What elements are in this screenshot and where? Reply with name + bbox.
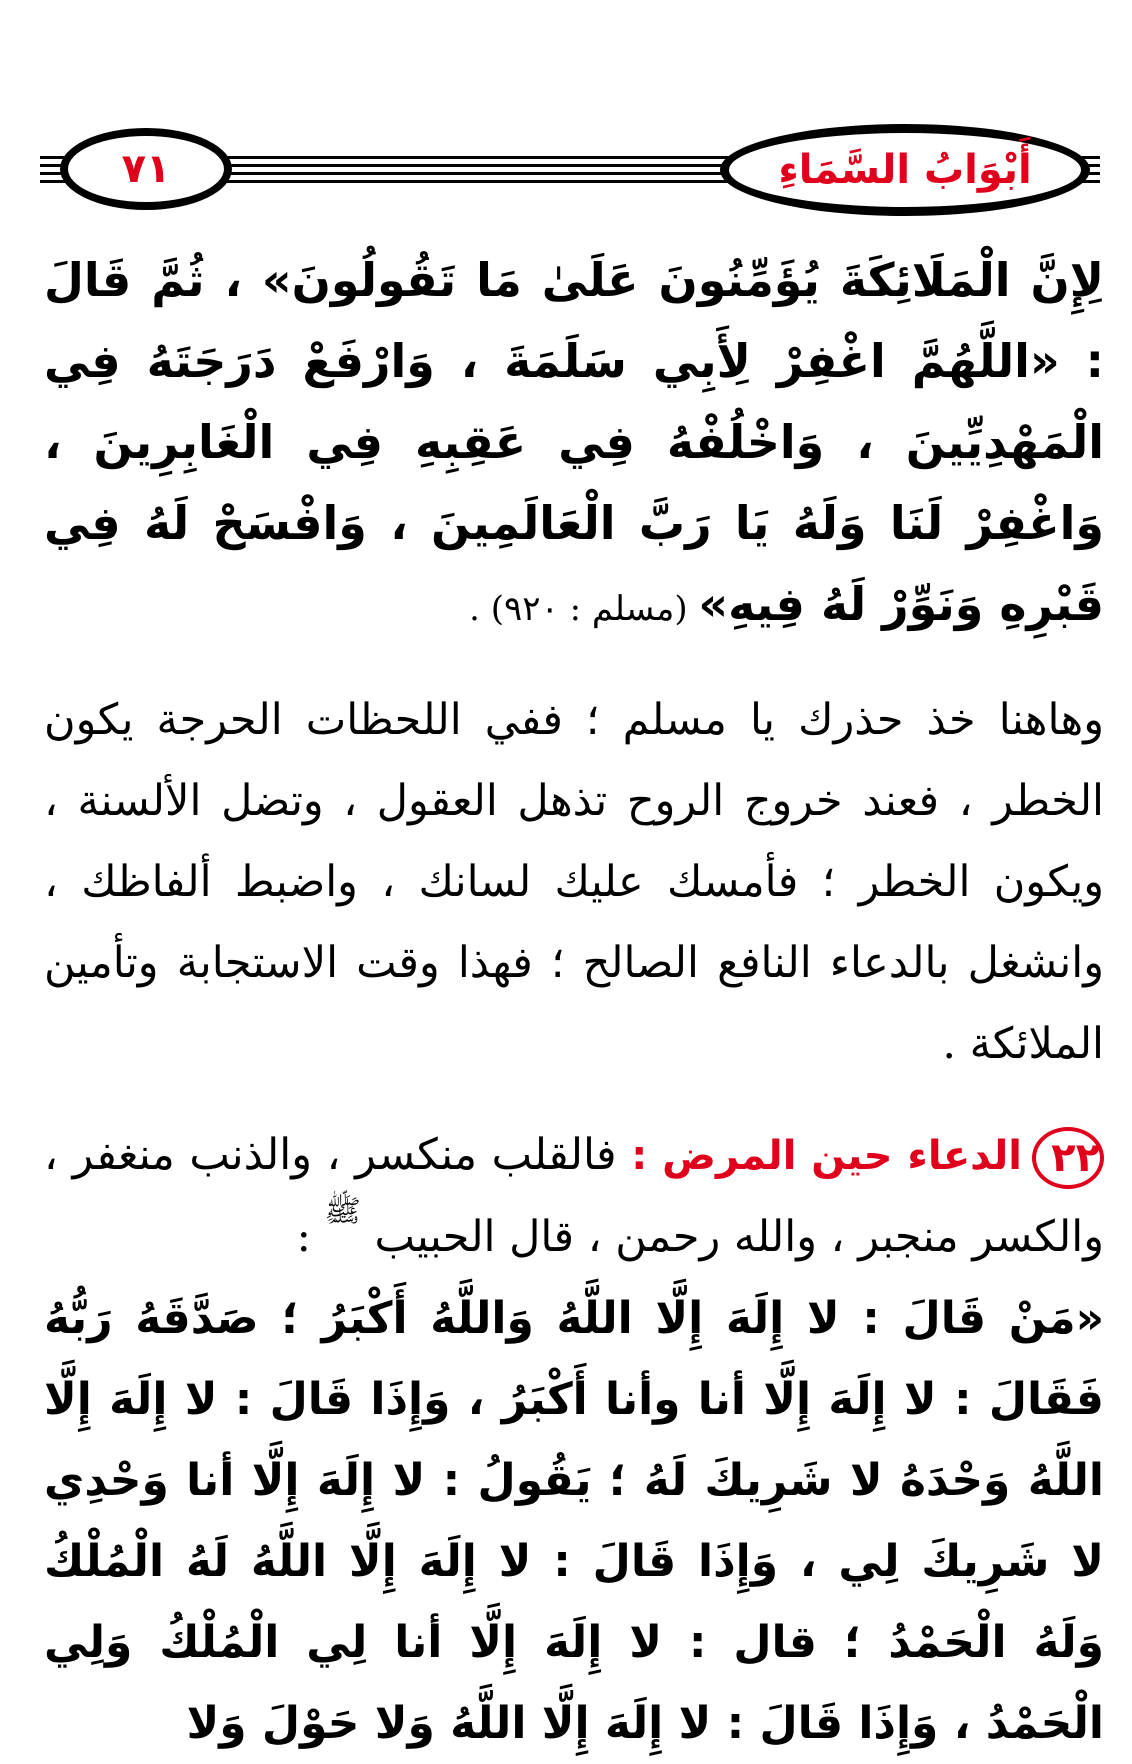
section-number: ٢٢ <box>1032 1127 1104 1189</box>
book-title: أَبْوَابُ السَّمَاءِ <box>778 147 1032 193</box>
hadith-paragraph <box>44 240 1104 650</box>
section-paragraph <box>44 1115 1104 1278</box>
section-title: الدعاء حين المرض : <box>631 1133 1022 1179</box>
page-number-badge <box>60 128 232 210</box>
section-intro-end: : <box>296 1212 325 1262</box>
hadith-text-2: «مَنْ قَالَ : لا إِلَهَ إِلَّا اللَّهُ وَاللَّهُ أَكْبَرُ ؛ صَدَّقَهُ رَبُّهُ فَقَالَ : لا إِلَهَ إِلَّا أنا وأنا أَكْبَرُ ، وَإِذَا قَالَ : لا إِلَهَ إِلَّا اللَّهُ وَحْدَهُ لا شَرِيكَ لَهُ ؛ يَقُولُ : لا إِلَهَ إِلَّا أنا وَحْدِي لا شَرِيكَ لِي ، وَإِذَا قَالَ : لا إِلَهَ إِلَّا اللَّهُ لَهُ الْمُلْكُ وَلَهُ الْحَمْدُ ؛ قال : لا إِلَهَ إِلَّا أنا لِي الْمُلْكُ وَلِي الْحَمْدُ ، وَإِذَا قَالَ : لا إِلَهَ إِلَّا اللَّهُ وَلا حَوْلَ وَلا <box>44 1293 1104 1749</box>
section-intro-text: فالقلب منكسر ، والذنب منغفر ، والكسر منجبر ، والله رحمن ، قال الحبيب <box>44 1130 1104 1262</box>
hadith-paragraph-2 <box>44 1278 1104 1764</box>
hadith-reference: (مسلم : ٩٢٠) . <box>469 589 699 629</box>
page-number: ٧١ <box>121 146 171 192</box>
page-content <box>44 240 1104 1764</box>
book-title-badge <box>720 124 1090 216</box>
page-header <box>0 120 1132 220</box>
commentary-paragraph <box>44 680 1104 1085</box>
hadith-text: لِإِنَّ الْمَلَائِكَةَ يُؤَمِّنُونَ عَلَىٰ مَا تَقُولُونَ» ، ثُمَّ قَالَ : «اللَّهُمَّ اغْفِرْ لِأَبِي سَلَمَةَ ، وَارْفَعْ دَرَجَتَهُ فِي الْمَهْدِيِّينَ ، وَاخْلُفْهُ فِي عَقِبِهِ فِي الْغَابِرِينَ ، وَاغْفِرْ لَنَا وَلَهُ يَا رَبَّ الْعَالَمِينَ ، وَافْسَحْ لَهُ فِي قَبْرِهِ وَنَوِّرْ لَهُ فِيهِ» <box>44 253 1104 631</box>
commentary-text: وهاهنا خذ حذرك يا مسلم ؛ ففي اللحظات الحرجة يكون الخطر ، فعند خروج الروح تذهل العقول ، وتضل الألسنة ، ويكون الخطر ؛ فأمسك عليك لسانك ، واضبط ألفاظك ، وانشغل بالدعاء النافع الصالح ؛ فهذا وقت الاستجابة وتأمين الملائكة . <box>44 695 1104 1069</box>
honorific-glyph: ﷺ <box>324 1194 361 1229</box>
